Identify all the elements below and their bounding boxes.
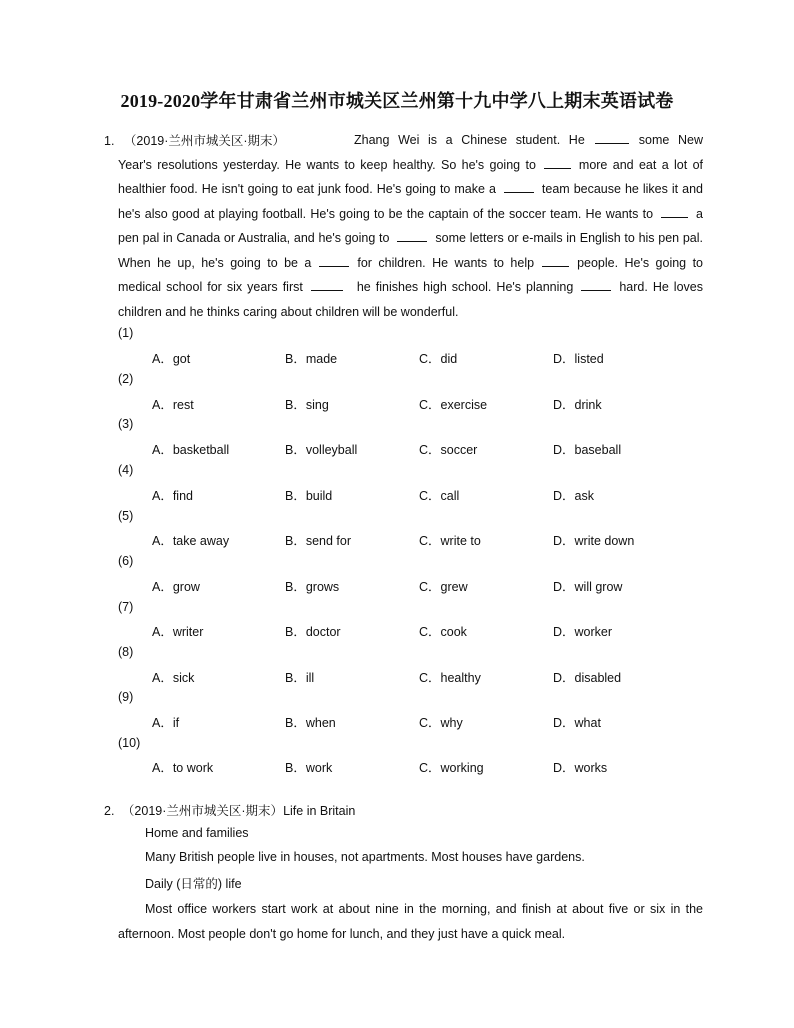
option-d[interactable]: D．write down bbox=[553, 534, 635, 548]
option-b[interactable]: B．made bbox=[285, 352, 338, 366]
blank-3 bbox=[504, 180, 534, 193]
option-d[interactable]: D．baseball bbox=[553, 443, 622, 457]
subquestion-number: (10) bbox=[118, 736, 141, 750]
option-a[interactable]: A．writer bbox=[152, 625, 204, 639]
option-c[interactable]: C．grew bbox=[419, 580, 468, 594]
blank-8 bbox=[311, 278, 343, 291]
option-d[interactable]: D．listed bbox=[553, 352, 604, 366]
option-a[interactable]: A．rest bbox=[152, 398, 194, 412]
question-source: （2019·兰州市城关区·期末） bbox=[121, 804, 284, 818]
option-a[interactable]: A．to work bbox=[152, 761, 214, 775]
blank-1 bbox=[595, 131, 629, 144]
option-c[interactable]: C．soccer bbox=[419, 443, 478, 457]
blank-5 bbox=[397, 229, 427, 242]
option-a[interactable]: A．find bbox=[152, 489, 193, 503]
option-a[interactable]: A．grow bbox=[152, 580, 200, 594]
option-c[interactable]: C．write to bbox=[419, 534, 481, 548]
option-b[interactable]: B．grows bbox=[285, 580, 340, 594]
option-b[interactable]: B．work bbox=[285, 761, 333, 775]
option-b[interactable]: B．ill bbox=[285, 671, 315, 685]
page-title: 2019-2020学年甘肃省兰州市城关区兰州第十九中学八上期末英语试卷 bbox=[120, 91, 674, 111]
subquestion-number: (3) bbox=[118, 417, 134, 431]
passage-paragraph: Most office workers start work at about nine in the morning, and finish at about five or six in the afternoon. Most people don't go home for lunch, and they just have a quick meal. bbox=[118, 902, 703, 941]
blank-4 bbox=[661, 205, 688, 218]
option-a[interactable]: A．sick bbox=[152, 671, 195, 685]
option-d[interactable]: D．what bbox=[553, 716, 601, 730]
option-d[interactable]: D．disabled bbox=[553, 671, 622, 685]
option-c[interactable]: C．call bbox=[419, 489, 460, 503]
option-c[interactable]: C．working bbox=[419, 761, 484, 775]
question-2-header bbox=[104, 801, 355, 819]
blank-2 bbox=[544, 156, 571, 169]
option-c[interactable]: C．did bbox=[419, 352, 458, 366]
blank-6 bbox=[319, 254, 349, 267]
subquestion-number: (8) bbox=[118, 645, 134, 659]
section-heading: Home and families bbox=[145, 826, 249, 840]
option-d[interactable]: D．ask bbox=[553, 489, 594, 503]
option-b[interactable]: B．doctor bbox=[285, 625, 341, 639]
subquestion-number: (2) bbox=[118, 372, 134, 386]
question-1-passage: Zhang Wei is a Chinese student. He some New Year's resolutions yesterday. He wants to keep healthy. So he's going to more and eat a lot of healthier food. He isn't going to eat junk food. He's going to make a team because he likes it and he's also good at playing football. He's going to be the captain of the soccer team. He wants to a pen pal in Canada or Australia, and he's going to some letters or e-mails in English to his pen pal. When he up, he's going to be a for children. He wants to help people. He's going to medical school for six years first he finishes high school. He's planning hard. He loves children and he thinks caring about children will be wonderful. bbox=[118, 133, 703, 319]
subquestion-number: (4) bbox=[118, 463, 134, 477]
option-b[interactable]: B．sing bbox=[285, 398, 329, 412]
question-number: 2. bbox=[104, 804, 115, 818]
option-a[interactable]: A．got bbox=[152, 352, 191, 366]
option-b[interactable]: B．when bbox=[285, 716, 336, 730]
option-c[interactable]: C．why bbox=[419, 716, 463, 730]
option-c[interactable]: C．exercise bbox=[419, 398, 488, 412]
option-d[interactable]: D．will grow bbox=[553, 580, 623, 594]
option-d[interactable]: D．works bbox=[553, 761, 608, 775]
passage-heading: Life in Britain bbox=[283, 804, 356, 818]
option-d[interactable]: D．worker bbox=[553, 625, 613, 639]
option-b[interactable]: B．volleyball bbox=[285, 443, 358, 457]
subquestion-number: (5) bbox=[118, 509, 134, 523]
subquestion-number: (9) bbox=[118, 690, 134, 704]
subquestion-number: (1) bbox=[118, 326, 134, 340]
subquestion-number: (7) bbox=[118, 600, 134, 614]
passage-line: Many British people live in houses, not apartments. Most houses have gardens. bbox=[145, 850, 585, 864]
option-a[interactable]: A．if bbox=[152, 716, 180, 730]
subquestion-number: (6) bbox=[118, 554, 134, 568]
option-c[interactable]: C．healthy bbox=[419, 671, 481, 685]
option-b[interactable]: B．build bbox=[285, 489, 333, 503]
blank-7 bbox=[542, 254, 569, 267]
option-d[interactable]: D．drink bbox=[553, 398, 602, 412]
option-a[interactable]: A．take away bbox=[152, 534, 230, 548]
option-b[interactable]: B．send for bbox=[285, 534, 352, 548]
question-number: 1. bbox=[104, 134, 115, 148]
blank-9 bbox=[581, 278, 611, 291]
option-c[interactable]: C．cook bbox=[419, 625, 467, 639]
section-heading: Daily (日常的) life bbox=[145, 877, 242, 891]
question-source: （2019·兰州市城关区·期末） bbox=[123, 134, 286, 148]
option-a[interactable]: A．basketball bbox=[152, 443, 230, 457]
